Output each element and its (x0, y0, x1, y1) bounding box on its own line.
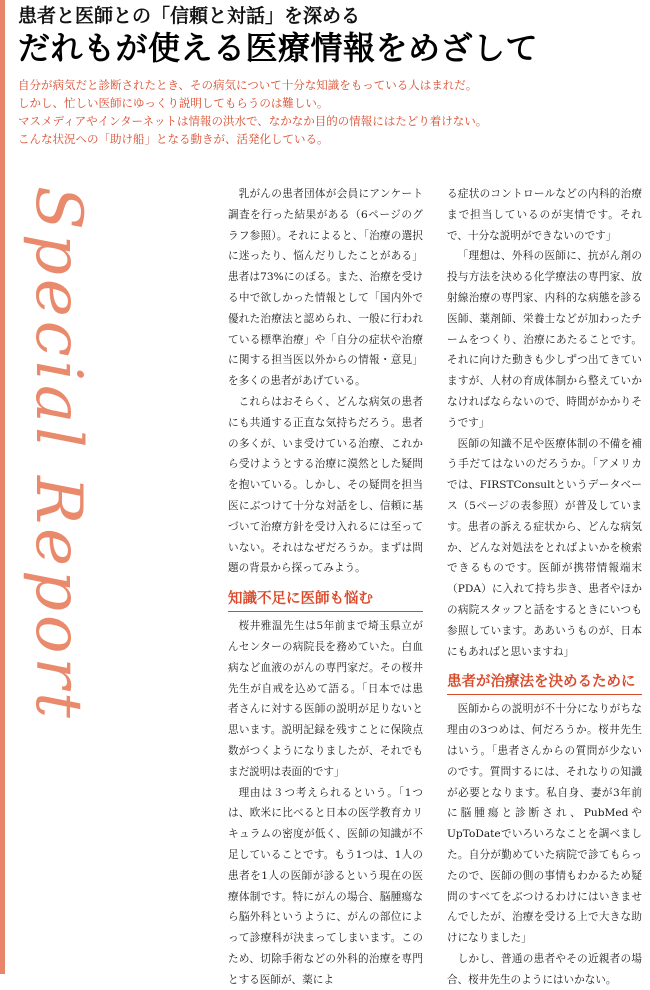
lead-line: 自分が病気だと診断されたとき、その病気について十分な知識をもっている人はまれだ。 (18, 78, 478, 92)
section-heading: 患者が治療法を決めるために (447, 672, 642, 695)
body-paragraph: る症状のコントロールなどの内科的治療まで担当しているのが実情です。それで、十分な説明ができないのです」 (447, 188, 642, 242)
body-paragraph: これらはおそらく、どんな病気の患者にも共通する正直な気持ちだろう。患者の多くが、いま受けている治療、これから受けようとする治療に漠然とした疑問を抱いている。しかし、その疑問を担当医にぶつけて十分な対話をし、信頼に基づいて治療方針を受け入れるには至っていない。それはなぜだろうか。まずは問題の背景から探ってみよう。 (228, 395, 423, 575)
article-title: だれもが使える医療情報をめざして (18, 29, 539, 67)
body-paragraph: しかし、普通の患者やその近親者の場合、桜井先生のようにはいかない。 (447, 952, 642, 986)
body-paragraph: 桜井雅温先生は5年前まで埼玉県立がんセンターの病院長を務めていた。白血病など血液のがんの専門家だ。その桜井先生が自戒を込めて語る。「日本では患者さんに対する医師の説明が足りないと思います。説明記録を残すことに保険点数がつくようになりましたが、それでもまだ説明は表面的です」 (228, 620, 423, 778)
body-paragraph: 理由は３つ考えられるという。「1つは、欧米に比べると日本の医学教育カリキュラムの密度が低く、医師の知識が不足していることです。もう1つは、1人の患者を1人の医師が診るという現在の医療体制です。特にがんの場合、脳腫瘍なら脳外科というように、がんの部位によって診療科が決まってしまいます。このため、切除手術などの外科的治療を専門とする医師が、薬によ (228, 786, 423, 986)
article-header (18, 4, 648, 148)
section-heading: 知識不足に医師も悩む (228, 589, 423, 612)
lead-paragraph (18, 76, 648, 148)
lead-line: こんな状況への「助け船」となる動きが、活発化している。 (18, 132, 329, 146)
special-report-banner: Special Report (21, 186, 95, 722)
body-paragraph: 医師からの説明が不十分になりがちな理由の3つめは、何だろうか。桜井先生はいう。「患者さんからの質問が少ないのです。質問するには、それなりの知識が必要となります。私自身、妻が3年前に脳腫瘍と診断され、PubMedやUpToDateでいろいろなことを調べました。自分が勤めていた病院で診てもらったので、医師の側の事情もわかるため疑問のすべてをぶつけるわけにはいきませんでしたが、治療を受ける上で大きな助けになりました」 (447, 703, 642, 945)
lead-line: しかし、忙しい医師にゆっくり説明してもらうのは難しい。 (18, 96, 329, 110)
body-column-right (447, 184, 642, 990)
body-column-left (228, 184, 423, 990)
body-paragraph: 「理想は、外科の医師に、抗がん剤の投与方法を決める化学療法の専門家、放射線治療の専門家、内科的な病態を診る医師、薬剤師、栄養士などが加わったチームをつくり、治療にあたることです。それに向けた動きも少しずつ出てきていますが、人材の育成体制から整えていかなければならないので、時間がかかりそうです」 (447, 250, 642, 429)
body-paragraph: 乳がんの患者団体が会員にアンケート調査を行った結果がある（6ページのグラフ参照）。それによると、「治療の選択に迷ったり、悩んだりしたことがある」患者は73%にのぼる。また、治療を受ける中で欲しかった情報として「国内外で優れた治療法と認められ、一般に行われている標準治療」や「自分の症状や治療に関する担当医以外からの情報・意見」を多くの患者があげている。 (228, 188, 423, 388)
article-subtitle: 患者と医師との「信頼と対話」を深める (18, 5, 361, 27)
edge-accent-line (0, 0, 5, 974)
lead-line: マスメディアやインターネットは情報の洪水で、なかなか目的の情報にはたどり着けない。 (18, 114, 488, 128)
body-paragraph: 医師の知識不足や医療体制の不備を補う手だてはないのだろうか。「アメリカでは、FIRSTConsultというデータベース（5ページの表参照）が普及しています。患者の訴える症状から、どんな病気か、どんな対処法をとればよいかを検索できるものです。医師が携帯情報端末（PDA）に入れて持ち歩き、患者やほかの病院スタッフと話をするときにいつも参照しています。ああいうものが、日本にもあればと思いますね」 (447, 437, 642, 658)
